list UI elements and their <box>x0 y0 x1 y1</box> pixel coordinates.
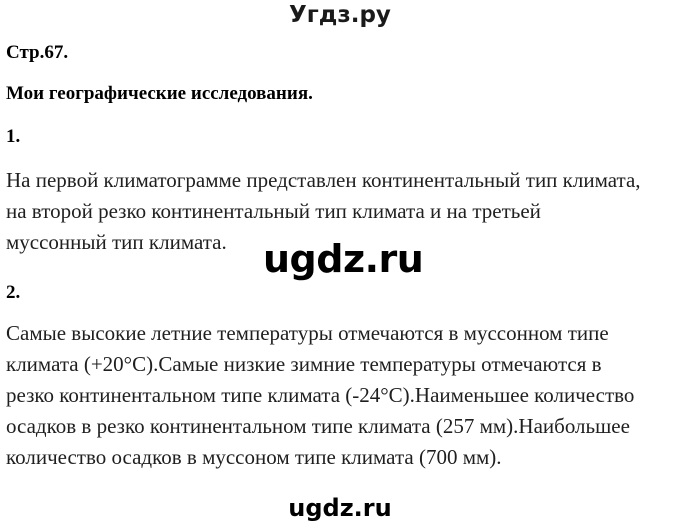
page-reference: Стр.67. <box>6 42 69 63</box>
question-1-number: 1. <box>6 126 21 147</box>
answer-line: резко континентальном типе климата (-24°С).Наименьшее количество <box>6 383 635 407</box>
question-2-answer <box>6 318 634 473</box>
question-2-number: 2. <box>6 282 21 303</box>
answer-line: На первой климатограмме представлен континентальный тип климата, <box>6 168 641 192</box>
section-title: Мои географические исследования. <box>6 83 313 104</box>
answer-line: на второй резко континентальный тип климата и на третьей <box>6 199 541 223</box>
answer-line: муссонный тип климата. <box>6 230 227 254</box>
answer-line: количество осадков в муссоном типе климата (700 мм). <box>6 445 502 469</box>
site-header-title: Угдз.ру <box>289 2 391 28</box>
answer-line: климата (+20°С).Самые низкие зимние температуры отмечаются в <box>6 352 602 376</box>
answer-line: Самые высокие летние температуры отмечаются в муссонном типе <box>6 321 609 345</box>
watermark-center: ugdz.ru <box>263 237 424 281</box>
answer-line: осадков в резко континентальном типе климата (257 мм).Наибольшее <box>6 414 630 438</box>
watermark-bottom: ugdz.ru <box>288 494 392 522</box>
